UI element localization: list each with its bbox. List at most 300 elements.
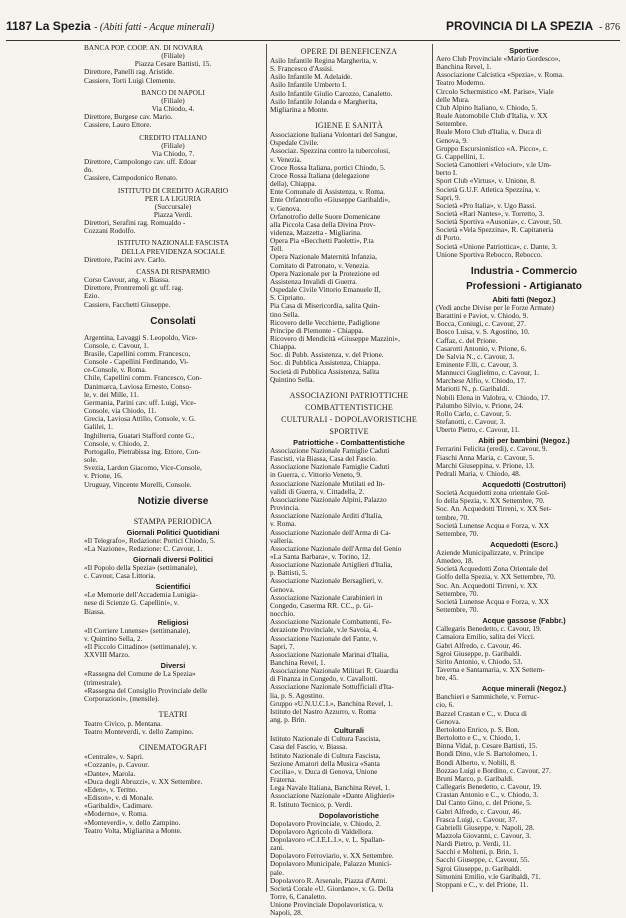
entry-line: Ezio. [84, 291, 100, 301]
entry-line: «Cozzani», p. Cavour. [84, 760, 150, 770]
entry-line: Dopolavoro Agricolo di Valdellora. [270, 826, 374, 836]
entry-line: Camaiora Emilio, salita dei Vicci. [436, 632, 535, 642]
entry-line: «Centrale», v. Sapri. [84, 752, 144, 762]
page-number: - 876 [599, 22, 620, 33]
entry-line: Danimarca, Laviosa Ernesto, Conso- [84, 381, 192, 391]
entry-line: Provincia. [270, 503, 300, 513]
entry-line: Associazione Nazionale «Dante Alighieri» [270, 791, 395, 801]
header-left-title: 1187 La Spezia [6, 19, 91, 33]
entry-line: Teatro Moderno. [436, 78, 485, 88]
entry-line: Gruppo «U.N.U.C.I.», Banchina Revel, 1. [270, 698, 393, 708]
entry-line: Società «Pro Italia», v. Ugo Bassi. [436, 200, 537, 210]
entry-line: v. Venezia. [270, 154, 302, 164]
entry-line: Galilei, 1. [84, 422, 113, 432]
entry-line: Direttore, Pacini avv. Carlo. [84, 254, 166, 264]
entry-line: in Guerra, c. Vittorio Veneto, 9. [270, 470, 362, 480]
entry-line: Ferrarini Felicita (eredi), c. Cavour, 9. [436, 444, 548, 454]
entry-line: Piazza Verdi. [153, 209, 193, 219]
entry-line: Casarotti Antonio, v. Prione, 6. [436, 343, 527, 353]
entry-line: Gabri Alfredo, c. Cavour, 46. [436, 640, 522, 650]
entry-line: Circolo Schermistico «M. Parise», Viale [436, 86, 554, 96]
entry-line: «La Santa Barbara», v. Torino, 12. [270, 551, 371, 561]
entry-line: Direttore, Prontremoli gr. uff. rag. [84, 283, 184, 293]
entry-line: Mariotti N., p. Garibaldi. [436, 384, 510, 394]
entry-line: Ente Comunale di Assistenza, v. Roma. [270, 187, 386, 197]
entry-line: v. Prione, 16. [84, 471, 123, 481]
section-heading: Sportive [509, 46, 539, 55]
entry-line: CASSA DI RISPARMIO [136, 266, 210, 276]
entry-line: ang. p. Brin. [270, 715, 307, 725]
entry-line: Ricovero di Mendicità «Giuseppe Mazzini», [270, 334, 400, 343]
entry-line: Callegaris Benedetto, c. Cavour, 19. [436, 624, 542, 634]
section-heading: OPERE DI BENEFICENZA [300, 47, 398, 56]
entry-line: Aziende Municipalizzate, v. Principe [436, 547, 544, 557]
entry-line: CREDITO ITALIANO [139, 132, 207, 142]
entry-line: Dopolavoro R. Arsenale, Piazza d'Armi. [270, 875, 388, 885]
spacer [270, 384, 428, 388]
entry-line: Associazione Nazionale del Fante, v. [270, 633, 378, 643]
entry-line: Soc. di Pubb. Assistenza, v. del Prione. [270, 350, 384, 360]
spacer [84, 489, 262, 493]
header-rule [6, 40, 620, 41]
column-middle [270, 44, 428, 918]
section-heading: Scientifici [155, 582, 191, 592]
entry-line: Bocca, Coniugi, c. Cavour, 27. [436, 319, 526, 329]
entry-line: Binna Vidal, p. Cesare Battisti, 15. [436, 741, 538, 751]
section-heading: Acquedotti (Costruttori) [482, 480, 566, 490]
entry-line: Asilo Infantile Umberto I. [270, 80, 347, 90]
entry-line: Comitato di Patronato, v. Venezia. [270, 260, 370, 270]
entry-line: (Succursale) [154, 201, 192, 211]
entry-line: Bazzel Crastan e C., v. Duca di [436, 708, 527, 718]
entry-line: lia, p. S. Agostino. [270, 690, 325, 700]
entry-line: Cozzani Rodolfo. [84, 226, 136, 236]
entry-line: Bondi Dino, v.le S. Bartolomeo, 1. [436, 749, 538, 759]
entry-line: «Il Telegrafo», Redazione: Portici Chiodo, 5. [84, 535, 216, 545]
entry-line: delle Mura. [436, 94, 470, 104]
entry-line: Asilo Infantile M. Adelaide. [270, 72, 353, 82]
entry-line: Associazione Italiana Volontari del Sangue, [270, 130, 398, 140]
entry-line: Cecilia», v. Duca di Genova, Unione [270, 766, 378, 776]
entry-line: videnza, Mazzetta - Migliarina. [270, 227, 362, 237]
entry-line: PER LA LIGURIA [144, 193, 202, 203]
entry-line: Svezia, Lardon Giacomo, Vice-Console, [84, 463, 202, 473]
entry-line: Bozzao Luigi e Bordino, c. Cavour, 27. [436, 765, 551, 775]
spacer [270, 114, 428, 118]
entry-line: Associaz. Spezzina contro la tubercolosi, [270, 146, 390, 156]
entry-line: Banchieri e Sammichele, v. Ferruc- [436, 692, 540, 702]
entry-line: Aero Club Provinciale «Mario Gordesco», [436, 54, 561, 63]
entry-line: Corso Cavour, ang. v. Biassa. [84, 275, 170, 285]
entry-line: Barattini e Paviot, v. Chiodo, 9. [436, 311, 529, 321]
entry-line: Banchina Revel, 1. [436, 62, 492, 72]
entry-line: v. Quintino Sella, 2. [84, 633, 143, 643]
entry-line: Associazione Nazionale dell'Arma del Genio [270, 543, 402, 553]
column-divider-2 [432, 44, 433, 892]
entry-line: Società di Pubblica Assistenza, Salita [270, 366, 380, 376]
entry-line: Marchi Giuseppina, v. Prione, 13. [436, 460, 535, 470]
entry-line: «Il Piccolo Cittadino» (settimanale), v. [84, 642, 198, 652]
entry-line: «Garibaldi», Cadimare. [84, 801, 153, 811]
entry-line: Console, v. Chiodo, 2. [84, 438, 149, 448]
section-heading: Patriottiche - Combattentistiche [293, 437, 405, 447]
entry-line: Console, c. Cavour, 1. [84, 340, 149, 350]
entry-line: «Rassegna del Consiglio Provinciale delle [84, 685, 208, 695]
entry-line: S. Francesco d'Assisi. [270, 64, 334, 74]
spacer [84, 309, 262, 313]
entry-line: Bosco Luisa, v. S. Agostino, 10. [436, 327, 530, 337]
entry-line: Casa del Fascio, v. Biassa. [270, 742, 348, 752]
entry-line: do. [84, 165, 94, 175]
entry-line: Mannucci Guglielmo, c. Cavour, 1. [436, 368, 540, 378]
entry-line: Bruni Marco, p. Garibaldi. [436, 773, 514, 783]
section-heading: Giornali diversi Politici [132, 554, 214, 564]
entry-line: Genova. [270, 584, 295, 594]
entry-line: Dal Canto Gino, c. del Prione, 5. [436, 798, 532, 808]
entry-line: Genova. [436, 716, 461, 726]
entry-line: c. Cavour, Casa Littoria. [84, 571, 156, 581]
entry-line: Argentina, Lavaggi S. Leopoldo, Vice- [84, 332, 198, 342]
entry-line: Cassiere, Campodonico Renato. [84, 173, 178, 183]
entry-line: Portogallo, Pietrabissa ing. Ettore, Con- [84, 446, 201, 456]
section-heading: Acque gassose (Fabbr.) [482, 616, 566, 626]
entry-line: (Vedi anche Divise per le Forze Armate) [436, 302, 554, 312]
entry-line: Associazione Nazionale Famiglie Caduti [270, 445, 390, 455]
section-heading: Acquedotti (Escrc.) [490, 539, 558, 549]
section-heading: TEATRI [158, 710, 188, 719]
entry-line: Associazione Nazionale Combattenti, Fe- [270, 617, 392, 627]
entry-line: Caffaz, c. del Prione. [436, 335, 498, 345]
entry-line: Associazione Nazionale Sottufficiali d'Ita- [270, 682, 394, 692]
entry-line: valleria. [270, 535, 294, 545]
entry-line: Sezione Amatori della Musica «Santa [270, 758, 380, 768]
header-left-subtitle: - (Abiti fatti - Acque minerali) [94, 22, 215, 33]
entry-line: «Rassegna del Comune de La Spezia» [84, 669, 196, 679]
entry-line: Società Sportiva «Ausonia», c. Cavour, 50. [436, 217, 562, 227]
entry-line: Società «Unione Patriottica», c. Dante, 3. [436, 241, 557, 251]
entry-line: «Dante», Marola. [84, 768, 136, 778]
entry-line: Migliarina a Monte. [270, 104, 329, 114]
entry-line: Opera Nazionale per la Protezione ed [270, 268, 380, 278]
entry-line: Soc. An. Acquedotti Tirreni, v. XX Set- [436, 504, 552, 514]
entry-line: Società Acquedotti Zona Orientale del [436, 564, 548, 574]
section-heading: STAMPA PERIODICA [133, 516, 213, 526]
entry-line: Congedo, Caserma RR. CC., p. Gi- [270, 600, 373, 610]
entry-line: alla Piccola Casa della Divina Prov- [270, 219, 376, 229]
entry-line: fo della Spezia, v. XX Settembre, 70. [436, 496, 545, 506]
entry-line: Nardi Pietro, p. Verdi, 11. [436, 839, 511, 849]
entry-line: Fraterna. [270, 775, 297, 785]
entry-line: Opera Pia «Becchetti Paoletti», P.ta [270, 236, 374, 246]
entry-line: Sgroi Giuseppe, p. Garibaldi. [436, 863, 522, 873]
entry-line: Grecia, Laviosa Attilio, Console, v. G. [84, 414, 196, 424]
entry-line: G. Cappellini, 1. [436, 151, 485, 161]
entry-line: Croce Rossa Italiana, portici Chiodo, 5. [270, 162, 386, 172]
entry-line: Dopolavoro Ferroviario, v. XX Settembre. [270, 851, 394, 861]
section-heading: Abiti per bambini (Negoz.) [478, 436, 570, 446]
entry-line: Reale Moto Club d'Italia, v. Duca di [436, 127, 542, 137]
entry-line: Soc. di Pubblica Assistenza, Chiappa. [270, 358, 381, 368]
entry-line: Tell. [270, 244, 284, 254]
entry-line: Uruguay, Vincente Morelli, Console. [84, 479, 192, 489]
entry-line: Napoli, 28. [270, 908, 303, 918]
entry-line: della), Chiappa. [270, 179, 317, 189]
entry-line: Sapri, 7. [270, 641, 295, 651]
entry-line: Società Canottieri «Velocior», v.le Um- [436, 160, 552, 170]
entry-line: Pedrali Maria, v. Chiodo, 48. [436, 468, 521, 478]
entry-line: Biassa. [84, 606, 105, 616]
section-heading: Industria - Commercio [470, 265, 578, 277]
entry-line: Lega Navale Italiana, Banchina Revel, 1. [270, 783, 390, 793]
entry-line: Palumbo Silvio, v. Prione, 24. [436, 400, 524, 410]
header-left [6, 19, 214, 33]
entry-line: Reale Automobile Club d'Italia, v. XX [436, 111, 548, 121]
entry-line: p. Battisti, 5. [270, 568, 308, 578]
entry-line: Via Chiodo, 4. [151, 104, 195, 114]
section-heading: Religiosi [157, 617, 189, 627]
entry-line: Associazione Nazionale Famiglie Caduti [270, 462, 390, 472]
entry-line: Istituto Nazionale di Cultura Fascista, [270, 734, 381, 744]
entry-line: (Filiale) [161, 140, 185, 150]
entry-line: berto I. [436, 168, 458, 178]
entry-line: Stefanotti, c. Cavour, 3. [436, 417, 506, 427]
entry-line: Orfanotrofio delle Suore Domenicane [270, 211, 381, 221]
section-heading: Dopolavoristiche [319, 810, 379, 820]
entry-line: Uberto Pietro, c. Cavour, 11. [436, 425, 520, 435]
entry-line: «Duca degli Abruzzi», v. XX Settembre. [84, 776, 203, 786]
entry-line: S. Cipriano. [270, 293, 306, 303]
entry-line: Società «Vela Spezzina», R. Capitaneria [436, 225, 554, 235]
entry-line: «Moderno», v. Roma. [84, 809, 148, 819]
entry-line: DELLA PREVIDENZA SOCIALE [121, 246, 225, 256]
entry-line: validi di Guerra, v. Cittadella, 2. [270, 486, 365, 496]
entry-line: Fiaschi Anna Maria, c. Cavour, 5. [436, 452, 535, 462]
entry-line: Quintino Sella. [270, 374, 315, 384]
entry-line: tino Sella. [270, 309, 300, 319]
section-heading: CULTURALI - DOPOLAVORISTICHE [281, 414, 417, 424]
entry-line: «Il Corriere Lunense» (settimanale), [84, 625, 191, 635]
column-left [84, 44, 262, 892]
entry-line: Marchese Alfio, v. Chiodo, 17. [436, 376, 526, 386]
entry-line: (Filiale) [161, 51, 185, 61]
entry-line: Unione Provinciale Dopolavoristica, v. [270, 900, 384, 910]
entry-line: Settembre, 70. [436, 605, 479, 615]
header-right-title: PROVINCIA DI LA SPEZIA [446, 19, 594, 33]
entry-line: Cassiere, Torti Luigi Clemente. [84, 75, 176, 85]
entry-line: Fascisti, via Biassa, Casa del Fascio. [270, 454, 378, 464]
entry-line: Sacchi e Molteni, p. Brin, 1. [436, 847, 519, 857]
entry-line: Associazione Nazionale dell'Arma di Ca- [270, 527, 391, 537]
entry-line: Taverna e Santamaria, v. XX Settem- [436, 665, 545, 674]
entry-line: Teatro Volta, Migliarina a Monte. [84, 825, 182, 835]
entry-line: Golfo della Spezia, v. XX Settembre, 70. [436, 572, 556, 582]
entry-line: Opera Nazionale Maternità Infanzia, [270, 252, 377, 262]
spacer [84, 510, 262, 514]
entry-line: Simonini Emilio, v.le Garibaldi, 71. [436, 871, 541, 881]
entry-line: Ente Orfanotrofio «Giuseppe Garibaldi», [270, 195, 390, 205]
entry-line: Sgroi Giuseppe, p. Garibaldi. [436, 648, 522, 658]
entry-line: Società Acquedotti zona orientale Gol- [436, 488, 550, 498]
entry-line: Associazione Nazionale Mutilati ed In- [270, 478, 385, 488]
entry-line: le, v. dei Mille, 11. [84, 389, 139, 399]
entry-line: Bertolotto Enrico, p. S. Bon. [436, 724, 520, 734]
entry-line: Società «Rari Nantes», v. Torretto, 3. [436, 208, 545, 218]
entry-line: «Monteverdi», v. dello Zampino. [84, 817, 181, 827]
entry-line: Società Lunense Acqua e Forza, v. XX [436, 596, 549, 606]
entry-line: Via Chiodo, 7. [151, 148, 195, 158]
entry-line: Società Corale «U. Giordano», v. G. Della [270, 883, 394, 893]
entry-line: Sirito Antonio, v. Chiodo, 53. [436, 656, 523, 666]
entry-line: Bertolotto e C., v. Chiodo, 1. [436, 733, 521, 743]
entry-line: Asilo Infantile Regina Margherita, v. [270, 56, 378, 65]
section-heading: Professioni - Artigianato [466, 280, 582, 292]
entry-line: Dopolavoro Municipale, Palazzo Munici- [270, 859, 392, 869]
section-heading: IGIENE E SANITÀ [315, 121, 383, 131]
entry-line: Console, via Chiodo, 11. [84, 406, 157, 416]
entry-line: nese di Scienze G. Capellini», v. [84, 598, 179, 608]
entry-line: ce-Console, v. Roma. [84, 365, 147, 375]
entry-line: Ospedale Civile. [270, 138, 319, 148]
section-heading: Consolati [150, 315, 196, 327]
section-heading: Acque minerali (Negoz.) [481, 684, 567, 694]
entry-line: Piazza Cesare Battisti, 15. [134, 59, 212, 69]
entry-line: Direttore, Campolongo cav. uff. Edoar [84, 157, 197, 167]
spacer [436, 259, 612, 263]
entry-line: Gabrielli Giuseppe, v. Napoli, 28. [436, 822, 535, 832]
section-heading: Abiti fatti (Negoz.) [492, 294, 556, 304]
entry-line: nocchio. [270, 609, 295, 619]
entry-line: Ospedale Civile Vittorio Emanuele II, [270, 285, 381, 295]
entry-line: Cassiere, Facchetti Giuseppe. [84, 299, 171, 309]
entry-line: di Porto. [436, 233, 462, 243]
entry-line: Associazione Nazionale Arditi d'Italia, [270, 511, 383, 521]
entry-line: Asilo Infantile Giulio Carozzo, Canaletto. [270, 88, 393, 98]
entry-line: Associazione Calcistica «Spezia», v. Roma. [436, 70, 564, 80]
entry-line: Stoppani e C., v. del Prione, 11. [436, 879, 529, 889]
entry-line: Croce Rossa Italiana (delegazione [270, 170, 370, 180]
entry-line: Teatro Monteverdi, v. dello Zampino. [84, 727, 194, 737]
entry-line: Inghilterra, Guatari Stafford conte G., [84, 430, 195, 440]
entry-line: BANCA POP. COOP. AN. DI NOVARA [84, 43, 204, 52]
spacer [84, 736, 262, 740]
entry-line: BANCO DI NAPOLI [141, 87, 205, 97]
entry-line: cio, 6. [436, 700, 455, 710]
entry-line: Direttori, Serafini rag. Romualdo - [84, 218, 186, 228]
entry-line: bre, 45. [436, 673, 459, 683]
section-heading: CINEMATOGRAFI [139, 743, 207, 753]
entry-line: Società G.U.F. Atletica Spezzina, v. [436, 184, 541, 194]
entry-line: Associazione Nazionale Militari R. Guardia [270, 666, 399, 676]
entry-line: Associazione Nazionale Marinai d'Italia, [270, 649, 389, 659]
entry-line: di Finanza in Congedo, v. Cavallotti. [270, 674, 378, 684]
entry-line: Ricovero delle Vecchiette, Padiglione [270, 317, 380, 327]
entry-line: Torre, 6, Canaletto. [270, 892, 327, 902]
column-right [436, 44, 612, 892]
section-heading: Notizie diverse [137, 495, 209, 507]
entry-line: Associazione Nazionale Bersaglieri, v. [270, 576, 383, 586]
entry-line: Germania, Parini cav. uff. Luigi, Vice- [84, 397, 197, 407]
entry-line: Direttore, Panelli rag. Aristide. [84, 67, 174, 77]
entry-line: Nobili Elena in Valobra, v. Chiodo, 17. [436, 392, 550, 402]
entry-line: derazione Provinciale, v.le Savoia, 4. [270, 625, 379, 635]
entry-line: Soc. An. Acquedotti Tirreni, v. XX [436, 580, 538, 590]
entry-line: Asilo Infantile Jolanda e Margherita, [270, 96, 378, 106]
entry-line: «Eden», v. Termo. [84, 784, 138, 794]
entry-line: Dopolavoro «C.I.E.L.I.», v. L. Spallan- [270, 834, 385, 844]
entry-line: Assistenza Invalidi di Guerra. [270, 276, 358, 286]
entry-line: (trimestrale). [84, 677, 122, 687]
page-header [6, 19, 620, 37]
entry-line: Chiappa. [270, 342, 297, 352]
entry-line: Frasca Luigi, c. Cavour, 37. [436, 814, 518, 824]
entry-line: Cassiere, Lauro Ettore. [84, 120, 152, 130]
entry-line: Chile, Capellini comm. Francesco, Con- [84, 373, 202, 383]
entry-line: Crastan Antonio e C., v. Chiodo, 3. [436, 790, 539, 800]
entry-line: sole. [84, 455, 98, 465]
entry-line: (Filiale) [161, 95, 185, 105]
entry-line: Pia Casa di Misericordia, salita Quin- [270, 301, 380, 311]
section-heading: Giornali Politici Quotidiani [126, 527, 220, 537]
entry-line: Unione Sportiva Rebocco, Rebocco. [436, 249, 543, 259]
entry-line: Settembre, 70. [436, 528, 479, 538]
entry-line: zani. [270, 843, 284, 853]
entry-line: Rollo Carlo, c. Cavour, 5. [436, 408, 512, 418]
entry-line: Mazzola Giovanni, c. Cavour, 3. [436, 830, 531, 840]
entry-line: «La Nazione», Redazione: C. Cavour, 1. [84, 543, 203, 553]
entry-line: Istituto del Nastro Azzurro, v. Roma [270, 706, 376, 716]
entry-line: Gruppo Escursionistico «A. Picco», c. [436, 143, 548, 153]
entry-line: Sacchi Giuseppe, c. Cavour, 55. [436, 855, 530, 865]
entry-line: De Salvia N., c. Cavour, 3. [436, 351, 515, 361]
entry-line: Settembre. [436, 119, 468, 129]
entry-line: Console - Capellini Ferdinando, Vi- [84, 357, 189, 367]
entry-line: Club Alpino Italiano, v. Chiodo, 5. [436, 102, 538, 112]
entry-line: Sport Club «Virtus», v. Unione, 8. [436, 176, 536, 186]
entry-line: Istituto Nazionale di Cultura Fascista, [270, 750, 381, 760]
entry-line: Amedeo, 18. [436, 556, 474, 566]
entry-line: «Le Memorie dell'Accademia Lunigia- [84, 590, 198, 600]
entry-line: Sapri, 9. [436, 192, 461, 202]
entry-line: Gabri Alfredo, c. Cavour, 46. [436, 806, 522, 816]
entry-line: Brasile, Capellini comm. Francesco, [84, 349, 191, 358]
entry-line: Corporazioni», (mensile). [84, 693, 160, 703]
section-heading: Diversi [160, 661, 186, 671]
entry-line: Associazione Nazionale Carabinieri in [270, 592, 383, 602]
section-heading: ASSOCIAZIONI PATRIOTTICHE [289, 390, 409, 400]
entry-line: Callegaris Benedetto, c. Cavour, 19. [436, 782, 542, 792]
entry-line: Associazione Nazionale Artiglieri d'Italia, [270, 560, 393, 570]
entry-line: pale. [270, 867, 284, 877]
entry-line: Principe di Piemonte - Chiappa. [270, 325, 364, 335]
section-heading: SPORTIVE [329, 426, 369, 436]
column-divider-1 [266, 44, 267, 892]
entry-line: Banchina Revel, 1. [270, 658, 326, 667]
entry-line: v. Roma. [270, 519, 297, 529]
entry-line: Bondi Alberto, v. Nobili, 8. [436, 757, 516, 767]
entry-line: «Il Popolo della Spezia» (settimanale), [84, 562, 198, 572]
section-heading: Culturali [334, 726, 364, 736]
section-heading: COMBATTENTISTICHE [305, 402, 393, 412]
spacer [84, 703, 262, 707]
entry-line: Associazione Nazionale Alpini, Palazzo [270, 494, 387, 504]
entry-line: Settembre, 70. [436, 588, 479, 598]
entry-line: Società Lunense Acqua e Forza, v. XX [436, 520, 549, 530]
entry-line: ISTITUTO DI CREDITO AGRARIO [117, 185, 229, 195]
entry-line: «Edison», v. di Monale. [84, 793, 154, 803]
entry-line: XXVIII Marzo. [84, 650, 130, 660]
header-right [446, 19, 620, 33]
entry-line: Genova, 9. [436, 135, 468, 145]
